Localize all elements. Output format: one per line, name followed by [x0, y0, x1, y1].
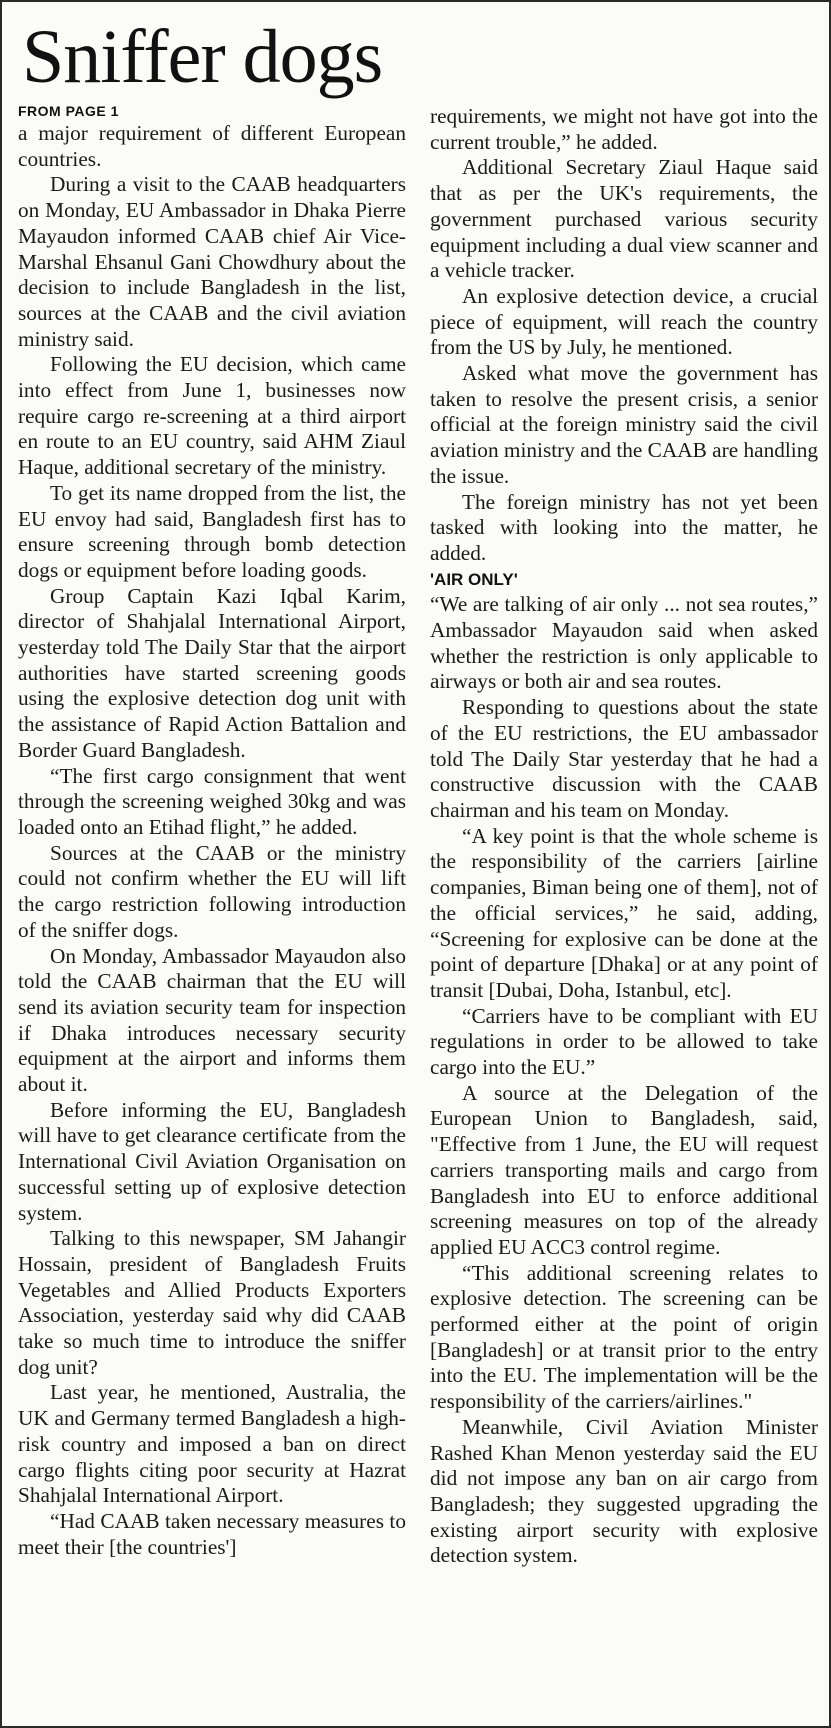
- paragraph: A source at the Delegation of the European Union to Bangladesh, said, "Effective from 1 June, the EU will request carriers transporting mails and cargo from Bangladesh into EU to enforce additional screening measures on top of the already applied EU ACC3 control regime.: [430, 1080, 818, 1259]
- paragraph: Last year, he mentioned, Australia, the UK and Germany termed Bangladesh a high-risk country and imposed a ban on direct cargo flights citing poor security at Hazrat Shahjalal International Airport.: [18, 1380, 406, 1508]
- paragraph: Group Captain Kazi Iqbal Karim, director of Shahjalal International Airport, yesterday told The Daily Star that the airport authorities have started screening goods using the explosive detection dog unit with the assistance of Rapid Action Battalion and Border Guard Bangladesh.: [18, 583, 406, 762]
- paragraph: a major requirement of different European countries.: [18, 121, 406, 171]
- kicker: FROM PAGE 1: [18, 103, 119, 119]
- paragraph: “Had CAAB taken necessary measures to meet their [the countries']: [18, 1508, 406, 1559]
- paragraph: Asked what move the government has taken to resolve the present crisis, a senior official at the foreign ministry said the civil aviation ministry and the CAAB are handling the issue.: [430, 361, 818, 488]
- paragraph: “The first cargo consignment that went through the screening weighed 30kg and was loaded onto an Etihad flight,” he added.: [18, 763, 406, 839]
- paragraph: Responding to questions about the state of the EU restrictions, the EU ambassador told The Daily Star yesterday that he had a constructive discussion with the CAAB chairman and his team on Monday.: [430, 695, 818, 822]
- paragraph: Before informing the EU, Bangladesh will have to get clearance certificate from the International Civil Aviation Organisation on successful setting up of explosive detection system.: [18, 1097, 406, 1225]
- subheading: 'AIR ONLY': [430, 569, 518, 589]
- paragraph: On Monday, Ambassador Mayaudon also told the CAAB chairman that the EU will send its aviation security team for inspection if Dhaka introduces necessary security equipment at the airport and informs them about it.: [18, 943, 406, 1097]
- left-column: [18, 102, 406, 1722]
- paragraph: The foreign ministry has not yet been tasked with looking into the matter, he added.: [430, 489, 818, 565]
- paragraph: Talking to this newspaper, SM Jahangir Hossain, president of Bangladesh Fruits Vegetables and Allied Products Exporters Association, yesterday said why did CAAB take so much time to introduce the sniffer dog unit?: [18, 1226, 406, 1379]
- paragraph: “A key point is that the whole scheme is the responsibility of the carriers [airline companies, Biman being one of them], not of the official services,” he said, adding, “Screening for explosive can be done at the point of departure [Dhaka] or at any point of transit [Dubai, Doha, Istanbul, etc].: [430, 823, 818, 1002]
- paragraph: “We are talking of air only ... not sea routes,” Ambassador Mayaudon said when asked whether the restriction is only applicable to airways or both air and sea routes.: [430, 592, 818, 694]
- paragraph: “This additional screening relates to explosive detection. The screening can be performed either at the point of origin [Bangladesh] or at transit prior to the entry into the EU. The implementation will be the responsibility of the carriers/airlines.": [430, 1260, 818, 1414]
- paragraph: Additional Secretary Ziaul Haque said that as per the UK's requirements, the government purchased various security equipment including a dual view scanner and a vehicle tracker.: [430, 155, 818, 283]
- right-column: [430, 104, 818, 1724]
- paragraph: requirements, we might not have got into the current trouble,” he added.: [430, 104, 818, 154]
- paragraph: To get its name dropped from the list, the EU envoy had said, Bangladesh first has to ensure screening through bomb detection dogs or equipment before loading goods.: [18, 480, 406, 582]
- paragraph: During a visit to the CAAB headquarters on Monday, EU Ambassador in Dhaka Pierre Mayaudon informed CAAB chief Air Vice-Marshal Ehsanul Gani Chowdhury about the decision to include Bangladesh in the list, sources at the CAAB and the civil aviation ministry said.: [18, 172, 406, 351]
- paragraph: “Carriers have to be compliant with EU regulations in order to be allowed to take cargo into the EU.”: [430, 1003, 818, 1080]
- paragraph: Meanwhile, Civil Aviation Minister Rashed Khan Menon yesterday said the EU did not impose any ban on air cargo from Bangladesh; they suggested upgrading the existing airport security with explosive detection system.: [430, 1414, 818, 1568]
- paragraph: An explosive detection device, a crucial piece of equipment, will reach the country from the US by July, he mentioned.: [430, 283, 818, 360]
- headline: Sniffer dogs: [22, 15, 383, 99]
- paragraph: Following the EU decision, which came into effect from June 1, businesses now require cargo re-screening at a third airport en route to an EU country, said AHM Ziaul Haque, additional secretary of the ministry.: [18, 352, 406, 480]
- paragraph: Sources at the CAAB or the ministry could not confirm whether the EU will lift the cargo restriction following introduction of the sniffer dogs.: [18, 840, 406, 942]
